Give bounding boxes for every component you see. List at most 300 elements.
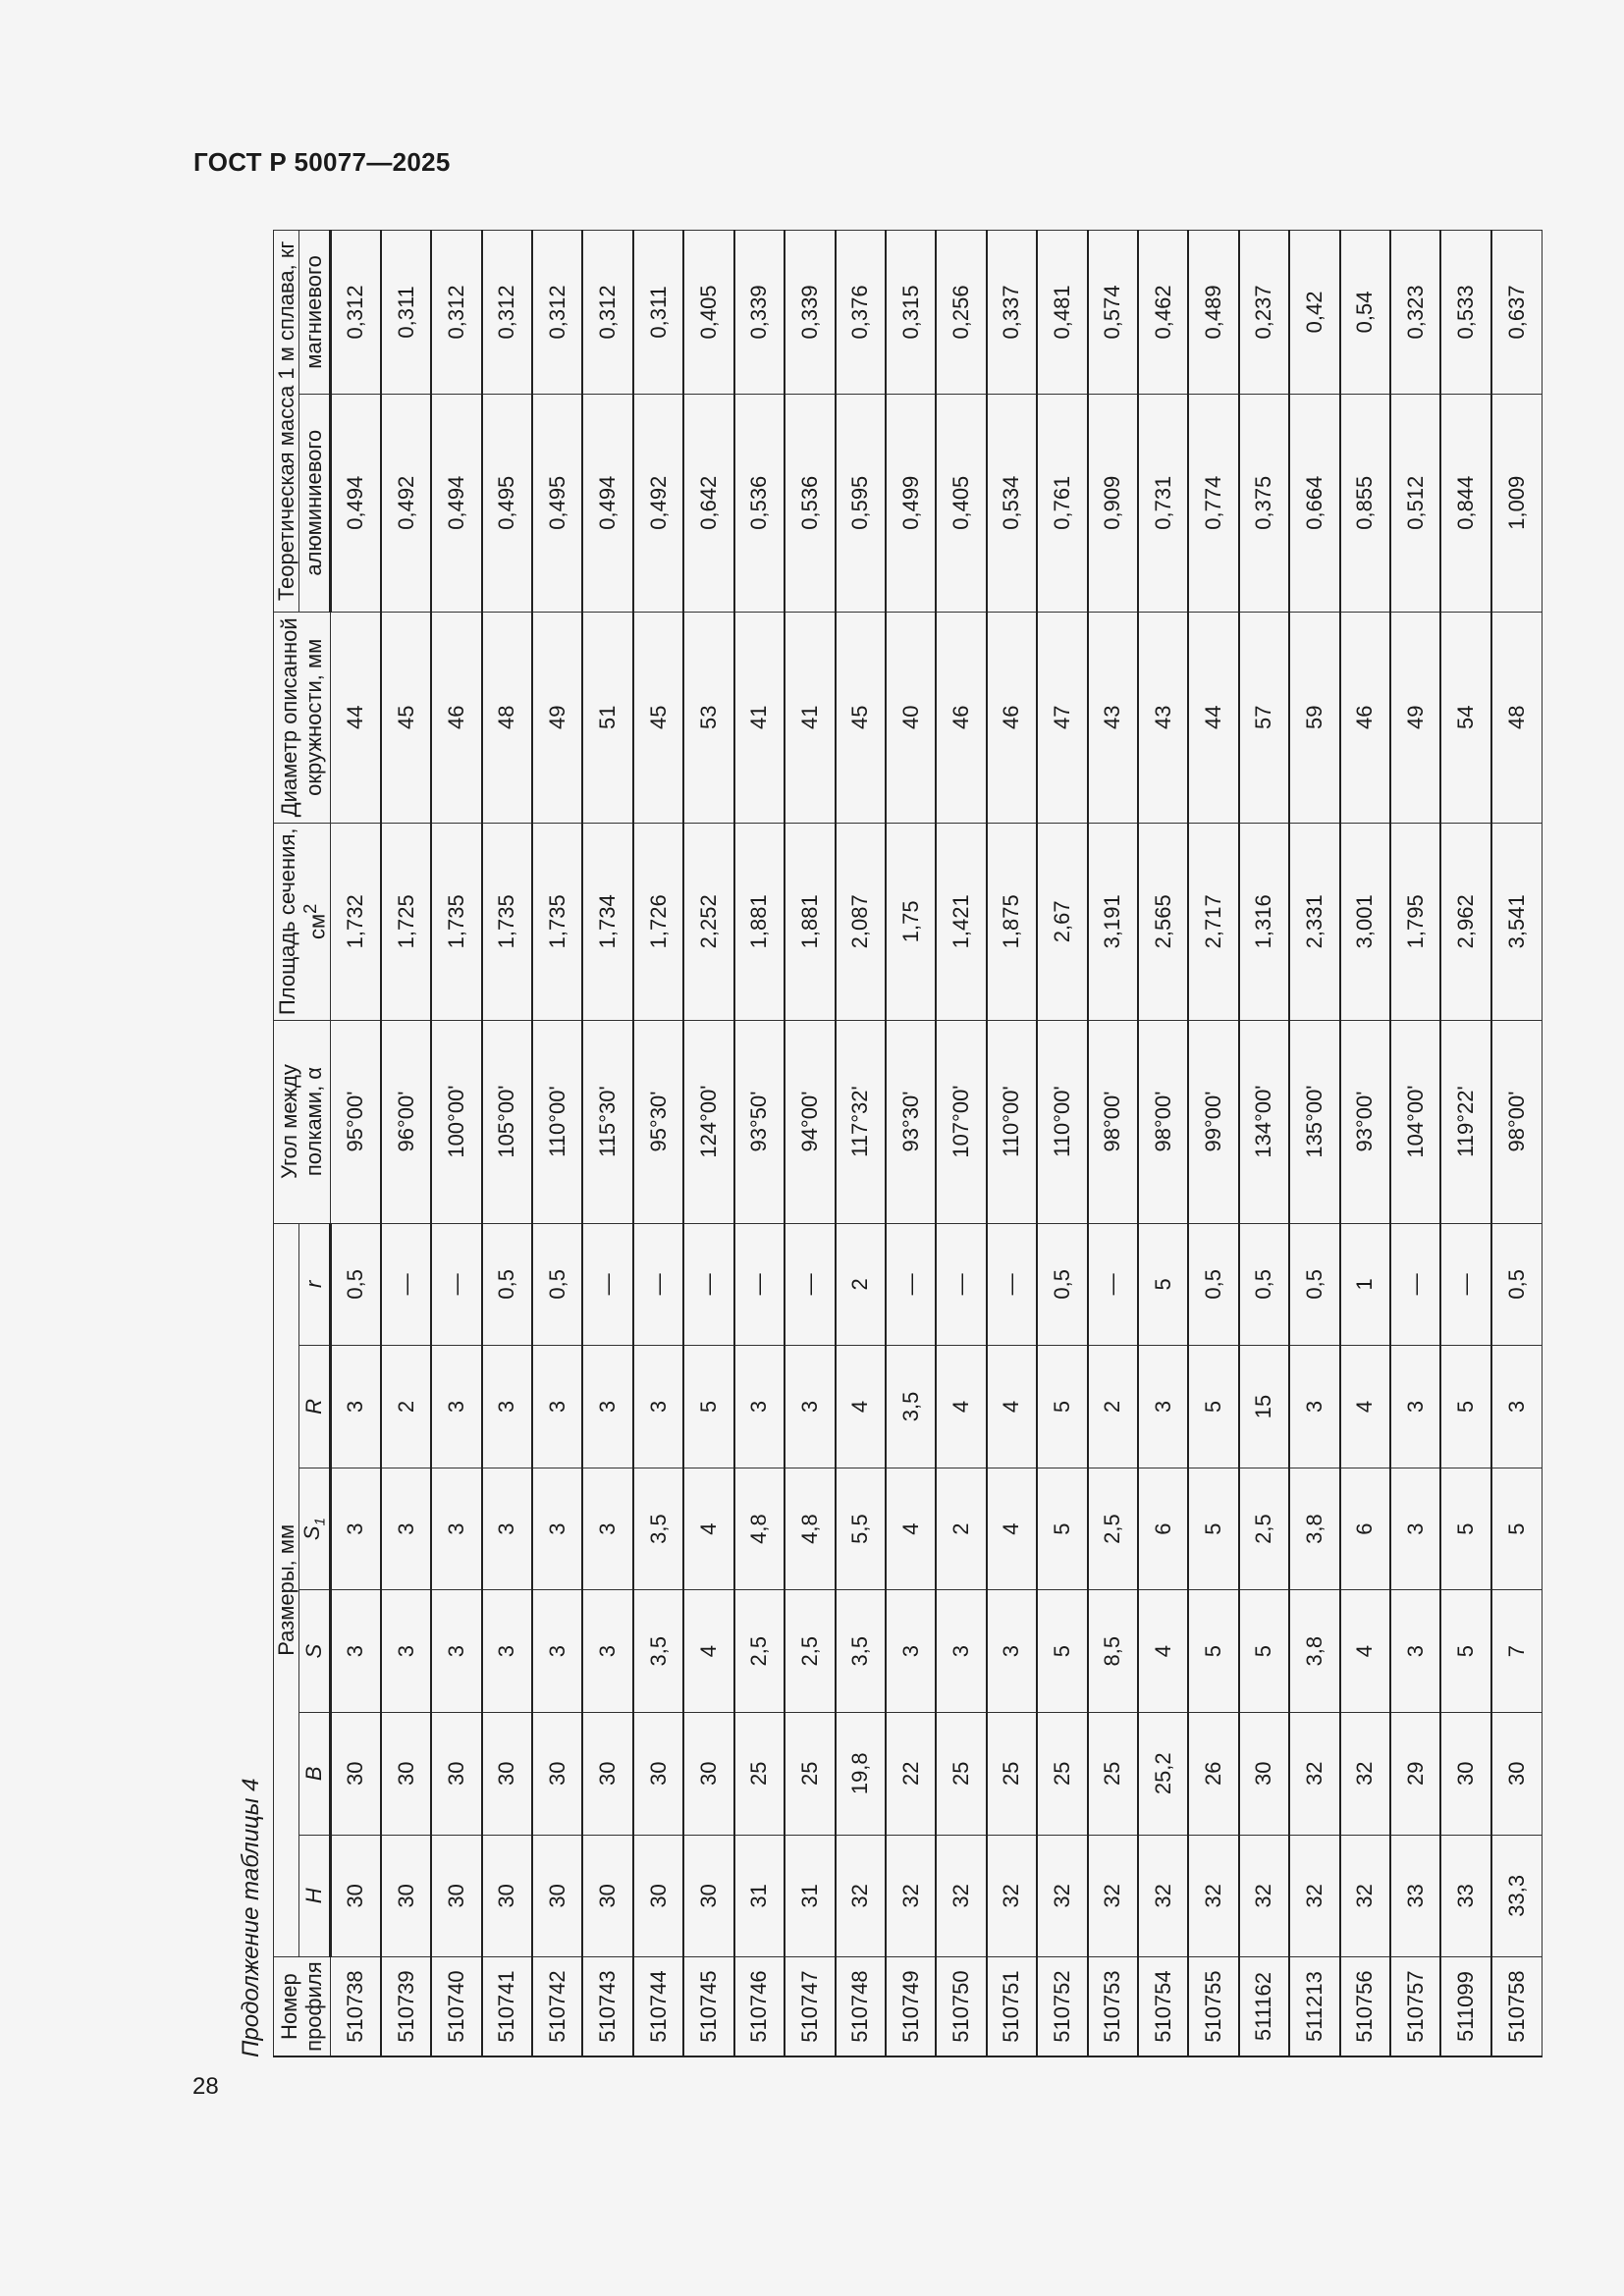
cell-B: 30	[1491, 1712, 1543, 1835]
table-row	[431, 231, 481, 2057]
cell-S1: 2	[936, 1468, 986, 1590]
cell-S1: 4,8	[734, 1468, 785, 1590]
cell-S: 3	[582, 1590, 632, 1713]
cell-S1: 3	[532, 1468, 582, 1590]
table-row	[785, 231, 835, 2057]
cell-diameter: 49	[1390, 612, 1440, 823]
cell-r: —	[785, 1223, 835, 1346]
cell-area: 3,191	[1088, 823, 1138, 1020]
cell-diameter: 45	[381, 612, 431, 823]
cell-S1: 3	[582, 1468, 632, 1590]
table-row	[381, 231, 431, 2057]
cell-aluminum-mass: 0,494	[431, 394, 481, 612]
cell-angle: 135°00'	[1289, 1020, 1339, 1223]
cell-aluminum-mass: 0,642	[683, 394, 733, 612]
cell-S: 3	[482, 1590, 532, 1713]
cell-diameter: 53	[683, 612, 733, 823]
cell-magnesium-mass: 0,339	[734, 231, 785, 395]
cell-profile-number: 510743	[582, 1957, 632, 2056]
cell-R: 3	[1491, 1346, 1543, 1468]
cell-R: 3	[785, 1346, 835, 1468]
cell-magnesium-mass: 0,376	[836, 231, 886, 395]
cell-aluminum-mass: 0,492	[381, 394, 431, 612]
cell-H: 32	[1037, 1835, 1087, 1957]
cell-H: 33	[1390, 1835, 1440, 1957]
cell-B: 25	[1088, 1712, 1138, 1835]
cell-aluminum-mass: 0,492	[633, 394, 683, 612]
cell-B: 32	[1340, 1712, 1390, 1835]
header-r: r	[299, 1223, 331, 1346]
header-diameter: Диаметр описанной окружности, мм	[274, 612, 331, 823]
cell-area: 1,881	[785, 823, 835, 1020]
cell-r: —	[1390, 1223, 1440, 1346]
cell-angle: 96°00'	[381, 1020, 431, 1223]
cell-magnesium-mass: 0,311	[633, 231, 683, 395]
cell-diameter: 40	[886, 612, 936, 823]
cell-profile-number: 510748	[836, 1957, 886, 2056]
table-row	[836, 231, 886, 2057]
cell-profile-number: 510752	[1037, 1957, 1087, 2056]
cell-S: 5	[1188, 1590, 1238, 1713]
cell-B: 30	[532, 1712, 582, 1835]
table-row	[683, 231, 733, 2057]
cell-H: 30	[582, 1835, 632, 1957]
table-row	[734, 231, 785, 2057]
table-row	[886, 231, 936, 2057]
cell-profile-number: 511213	[1289, 1957, 1339, 2056]
cell-R: 5	[1440, 1346, 1490, 1468]
cell-profile-number: 510755	[1188, 1957, 1238, 2056]
cell-r: 0,5	[1491, 1223, 1543, 1346]
cell-aluminum-mass: 0,595	[836, 394, 886, 612]
cell-magnesium-mass: 0,574	[1088, 231, 1138, 395]
cell-diameter: 59	[1289, 612, 1339, 823]
cell-diameter: 48	[482, 612, 532, 823]
cell-diameter: 46	[431, 612, 481, 823]
cell-r: —	[1088, 1223, 1138, 1346]
cell-angle: 93°50'	[734, 1020, 785, 1223]
cell-angle: 93°30'	[886, 1020, 936, 1223]
cell-magnesium-mass: 0,533	[1440, 231, 1490, 395]
profiles-table	[273, 230, 1543, 2057]
cell-profile-number: 510744	[633, 1957, 683, 2056]
cell-R: 3	[532, 1346, 582, 1468]
cell-aluminum-mass: 1,009	[1491, 394, 1543, 612]
cell-area: 1,881	[734, 823, 785, 1020]
cell-angle: 94°00'	[785, 1020, 835, 1223]
cell-angle: 98°00'	[1491, 1020, 1543, 1223]
cell-R: 5	[1188, 1346, 1238, 1468]
table-row	[1491, 231, 1543, 2057]
cell-area: 1,735	[532, 823, 582, 1020]
cell-R: 3	[1289, 1346, 1339, 1468]
header-S: S	[299, 1590, 331, 1713]
cell-R: 2	[1088, 1346, 1138, 1468]
cell-angle: 95°00'	[330, 1020, 380, 1223]
cell-area: 2,717	[1188, 823, 1238, 1020]
cell-S1: 5	[1440, 1468, 1490, 1590]
cell-S1: 2,5	[1088, 1468, 1138, 1590]
cell-R: 4	[987, 1346, 1037, 1468]
cell-magnesium-mass: 0,481	[1037, 231, 1087, 395]
cell-diameter: 54	[1440, 612, 1490, 823]
cell-S1: 4	[886, 1468, 936, 1590]
cell-B: 22	[886, 1712, 936, 1835]
cell-area: 1,316	[1239, 823, 1289, 1020]
cell-S: 3	[381, 1590, 431, 1713]
cell-R: 3	[734, 1346, 785, 1468]
cell-area: 1,875	[987, 823, 1037, 1020]
cell-r: 2	[836, 1223, 886, 1346]
cell-S: 3	[936, 1590, 986, 1713]
cell-H: 32	[886, 1835, 936, 1957]
cell-angle: 124°00'	[683, 1020, 733, 1223]
cell-S: 8,5	[1088, 1590, 1138, 1713]
cell-S: 3,8	[1289, 1590, 1339, 1713]
cell-B: 25	[987, 1712, 1037, 1835]
cell-S: 3	[532, 1590, 582, 1713]
cell-R: 3	[1138, 1346, 1188, 1468]
cell-S1: 3	[381, 1468, 431, 1590]
cell-magnesium-mass: 0,315	[886, 231, 936, 395]
cell-aluminum-mass: 0,536	[785, 394, 835, 612]
table-row	[1239, 231, 1289, 2057]
cell-angle: 93°00'	[1340, 1020, 1390, 1223]
cell-profile-number: 510745	[683, 1957, 733, 2056]
cell-angle: 98°00'	[1088, 1020, 1138, 1223]
cell-B: 26	[1188, 1712, 1238, 1835]
cell-B: 25	[734, 1712, 785, 1835]
cell-area: 1,735	[482, 823, 532, 1020]
document-header: ГОСТ Р 50077—2025	[193, 147, 451, 177]
rotated-table-container	[232, 230, 1529, 2057]
cell-S1: 2,5	[1239, 1468, 1289, 1590]
cell-H: 32	[1088, 1835, 1138, 1957]
cell-S1: 5	[1188, 1468, 1238, 1590]
cell-diameter: 46	[987, 612, 1037, 823]
cell-H: 30	[683, 1835, 733, 1957]
cell-angle: 98°00'	[1138, 1020, 1188, 1223]
cell-S: 5	[1239, 1590, 1289, 1713]
cell-S1: 3,5	[633, 1468, 683, 1590]
cell-magnesium-mass: 0,312	[431, 231, 481, 395]
cell-diameter: 43	[1088, 612, 1138, 823]
cell-S1: 5	[1037, 1468, 1087, 1590]
cell-profile-number: 510740	[431, 1957, 481, 2056]
table-row	[1440, 231, 1490, 2057]
cell-aluminum-mass: 0,512	[1390, 394, 1440, 612]
cell-r: 0,5	[1239, 1223, 1289, 1346]
cell-S1: 3	[482, 1468, 532, 1590]
cell-H: 30	[381, 1835, 431, 1957]
cell-S: 5	[1037, 1590, 1087, 1713]
cell-profile-number: 510738	[330, 1957, 380, 2056]
cell-r: —	[1440, 1223, 1490, 1346]
cell-aluminum-mass: 0,536	[734, 394, 785, 612]
cell-H: 30	[482, 1835, 532, 1957]
cell-B: 19,8	[836, 1712, 886, 1835]
cell-magnesium-mass: 0,312	[482, 231, 532, 395]
table-row	[1188, 231, 1238, 2057]
cell-R: 3	[482, 1346, 532, 1468]
cell-H: 31	[734, 1835, 785, 1957]
cell-S1: 4,8	[785, 1468, 835, 1590]
cell-H: 31	[785, 1835, 835, 1957]
cell-H: 32	[936, 1835, 986, 1957]
cell-r: —	[633, 1223, 683, 1346]
cell-area: 1,725	[381, 823, 431, 1020]
cell-H: 30	[532, 1835, 582, 1957]
cell-area: 1,75	[886, 823, 936, 1020]
cell-S1: 3	[330, 1468, 380, 1590]
cell-R: 3	[330, 1346, 380, 1468]
table-row	[936, 231, 986, 2057]
cell-S: 3	[987, 1590, 1037, 1713]
cell-r: —	[886, 1223, 936, 1346]
cell-magnesium-mass: 0,312	[532, 231, 582, 395]
cell-area: 2,565	[1138, 823, 1188, 1020]
cell-diameter: 45	[836, 612, 886, 823]
cell-aluminum-mass: 0,405	[936, 394, 986, 612]
cell-R: 3	[431, 1346, 481, 1468]
cell-magnesium-mass: 0,339	[785, 231, 835, 395]
cell-magnesium-mass: 0,462	[1138, 231, 1188, 395]
cell-S: 3	[330, 1590, 380, 1713]
cell-angle: 104°00'	[1390, 1020, 1440, 1223]
cell-profile-number: 510753	[1088, 1957, 1138, 2056]
cell-S1: 4	[987, 1468, 1037, 1590]
header-R: R	[299, 1346, 331, 1468]
table-row	[1088, 231, 1138, 2057]
cell-area: 1,734	[582, 823, 632, 1020]
table-row	[1289, 231, 1339, 2057]
cell-B: 30	[431, 1712, 481, 1835]
header-angle: Угол между полками, α	[274, 1020, 331, 1223]
cell-H: 32	[1239, 1835, 1289, 1957]
cell-R: 3	[633, 1346, 683, 1468]
page-number: 28	[192, 2073, 219, 2100]
cell-magnesium-mass: 0,54	[1340, 231, 1390, 395]
table-row	[1138, 231, 1188, 2057]
cell-S: 3	[431, 1590, 481, 1713]
cell-r: 1	[1340, 1223, 1390, 1346]
cell-angle: 134°00'	[1239, 1020, 1289, 1223]
cell-magnesium-mass: 0,311	[381, 231, 431, 395]
cell-aluminum-mass: 0,774	[1188, 394, 1238, 612]
cell-H: 32	[1289, 1835, 1339, 1957]
cell-r: 0,5	[482, 1223, 532, 1346]
cell-r: —	[936, 1223, 986, 1346]
cell-area: 1,732	[330, 823, 380, 1020]
cell-magnesium-mass: 0,42	[1289, 231, 1339, 395]
header-profile-number: Номер профиля	[274, 1957, 331, 2056]
cell-diameter: 44	[330, 612, 380, 823]
cell-S: 4	[1138, 1590, 1188, 1713]
cell-r: —	[381, 1223, 431, 1346]
table-row	[330, 231, 380, 2057]
cell-B: 30	[633, 1712, 683, 1835]
cell-B: 25,2	[1138, 1712, 1188, 1835]
cell-diameter: 57	[1239, 612, 1289, 823]
table-row	[532, 231, 582, 2057]
cell-H: 30	[330, 1835, 380, 1957]
cell-S1: 6	[1340, 1468, 1390, 1590]
table-caption: Продолжение таблицы 4	[238, 1778, 264, 2057]
cell-aluminum-mass: 0,499	[886, 394, 936, 612]
cell-diameter: 41	[734, 612, 785, 823]
cell-r: —	[734, 1223, 785, 1346]
cell-r: —	[987, 1223, 1037, 1346]
cell-diameter: 49	[532, 612, 582, 823]
cell-B: 25	[1037, 1712, 1087, 1835]
cell-R: 4	[836, 1346, 886, 1468]
cell-aluminum-mass: 0,495	[482, 394, 532, 612]
cell-aluminum-mass: 0,844	[1440, 394, 1490, 612]
cell-B: 32	[1289, 1712, 1339, 1835]
cell-R: 4	[1340, 1346, 1390, 1468]
cell-H: 30	[633, 1835, 683, 1957]
cell-diameter: 48	[1491, 612, 1543, 823]
cell-aluminum-mass: 0,494	[330, 394, 380, 612]
header-magnesium: магниевого	[299, 231, 331, 395]
cell-H: 32	[1188, 1835, 1238, 1957]
cell-aluminum-mass: 0,495	[532, 394, 582, 612]
cell-magnesium-mass: 0,323	[1390, 231, 1440, 395]
cell-S: 4	[1340, 1590, 1390, 1713]
table-row	[1390, 231, 1440, 2057]
cell-R: 3	[1390, 1346, 1440, 1468]
cell-H: 33,3	[1491, 1835, 1543, 1957]
cell-diameter: 43	[1138, 612, 1188, 823]
cell-angle: 110°00'	[1037, 1020, 1087, 1223]
cell-R: 5	[1037, 1346, 1087, 1468]
cell-angle: 110°00'	[987, 1020, 1037, 1223]
cell-r: 0,5	[1037, 1223, 1087, 1346]
cell-profile-number: 510746	[734, 1957, 785, 2056]
cell-diameter: 46	[936, 612, 986, 823]
header-area: Площадь сечения, $см^2$	[274, 823, 331, 1020]
cell-r: —	[431, 1223, 481, 1346]
cell-r: 5	[1138, 1223, 1188, 1346]
cell-profile-number: 510747	[785, 1957, 835, 2056]
header-S1: $S_1$	[299, 1468, 331, 1590]
cell-aluminum-mass: 0,855	[1340, 394, 1390, 612]
cell-magnesium-mass: 0,312	[582, 231, 632, 395]
cell-S1: 3,8	[1289, 1468, 1339, 1590]
cell-area: 1,421	[936, 823, 986, 1020]
cell-angle: 95°30'	[633, 1020, 683, 1223]
cell-S1: 6	[1138, 1468, 1188, 1590]
cell-angle: 110°00'	[532, 1020, 582, 1223]
cell-aluminum-mass: 0,761	[1037, 394, 1087, 612]
cell-area: 3,001	[1340, 823, 1390, 1020]
cell-profile-number: 510756	[1340, 1957, 1390, 2056]
cell-aluminum-mass: 0,375	[1239, 394, 1289, 612]
cell-B: 30	[683, 1712, 733, 1835]
cell-S: 5	[1440, 1590, 1490, 1713]
cell-profile-number: 510757	[1390, 1957, 1440, 2056]
cell-area: 2,252	[683, 823, 733, 1020]
cell-area: 3,541	[1491, 823, 1543, 1020]
cell-profile-number: 510751	[987, 1957, 1037, 2056]
cell-S: 7	[1491, 1590, 1543, 1713]
cell-aluminum-mass: 0,534	[987, 394, 1037, 612]
cell-area: 2,087	[836, 823, 886, 1020]
cell-aluminum-mass: 0,909	[1088, 394, 1138, 612]
cell-r: 0,5	[1188, 1223, 1238, 1346]
cell-diameter: 44	[1188, 612, 1238, 823]
header-sizes: Размеры, мм	[274, 1223, 299, 1957]
cell-profile-number: 510754	[1138, 1957, 1188, 2056]
table-row	[633, 231, 683, 2057]
cell-diameter: 45	[633, 612, 683, 823]
cell-angle: 100°00'	[431, 1020, 481, 1223]
cell-S: 2,5	[734, 1590, 785, 1713]
cell-angle: 117°32'	[836, 1020, 886, 1223]
cell-R: 15	[1239, 1346, 1289, 1468]
cell-profile-number: 510741	[482, 1957, 532, 2056]
table-row	[582, 231, 632, 2057]
cell-B: 30	[1239, 1712, 1289, 1835]
cell-S: 2,5	[785, 1590, 835, 1713]
cell-area: 2,331	[1289, 823, 1339, 1020]
cell-H: 32	[987, 1835, 1037, 1957]
cell-profile-number: 511162	[1239, 1957, 1289, 2056]
cell-diameter: 51	[582, 612, 632, 823]
cell-S: 4	[683, 1590, 733, 1713]
header-row-top	[274, 231, 299, 2057]
cell-B: 30	[482, 1712, 532, 1835]
cell-B: 29	[1390, 1712, 1440, 1835]
cell-R: 3	[582, 1346, 632, 1468]
cell-area: 1,726	[633, 823, 683, 1020]
cell-magnesium-mass: 0,237	[1239, 231, 1289, 395]
header-aluminum: алюминиевого	[299, 394, 331, 612]
cell-S1: 3	[1390, 1468, 1440, 1590]
cell-S1: 5	[1491, 1468, 1543, 1590]
cell-H: 32	[836, 1835, 886, 1957]
table-row	[1037, 231, 1087, 2057]
cell-B: 30	[330, 1712, 380, 1835]
cell-H: 33	[1440, 1835, 1490, 1957]
cell-magnesium-mass: 0,337	[987, 231, 1037, 395]
cell-angle: 99°00'	[1188, 1020, 1238, 1223]
cell-magnesium-mass: 0,489	[1188, 231, 1238, 395]
cell-diameter: 41	[785, 612, 835, 823]
table-row	[1340, 231, 1390, 2057]
cell-B: 25	[785, 1712, 835, 1835]
cell-R: 3,5	[886, 1346, 936, 1468]
cell-magnesium-mass: 0,637	[1491, 231, 1543, 395]
cell-B: 30	[381, 1712, 431, 1835]
cell-r: 0,5	[1289, 1223, 1339, 1346]
cell-area: 2,67	[1037, 823, 1087, 1020]
cell-S1: 3	[431, 1468, 481, 1590]
cell-aluminum-mass: 0,494	[582, 394, 632, 612]
header-H: H	[299, 1835, 331, 1957]
cell-diameter: 46	[1340, 612, 1390, 823]
table-row	[987, 231, 1037, 2057]
cell-magnesium-mass: 0,405	[683, 231, 733, 395]
cell-r: —	[582, 1223, 632, 1346]
cell-B: 30	[1440, 1712, 1490, 1835]
cell-angle: 115°30'	[582, 1020, 632, 1223]
cell-r: 0,5	[330, 1223, 380, 1346]
cell-S1: 5,5	[836, 1468, 886, 1590]
table-body	[330, 231, 1542, 2057]
cell-R: 2	[381, 1346, 431, 1468]
cell-magnesium-mass: 0,312	[330, 231, 380, 395]
